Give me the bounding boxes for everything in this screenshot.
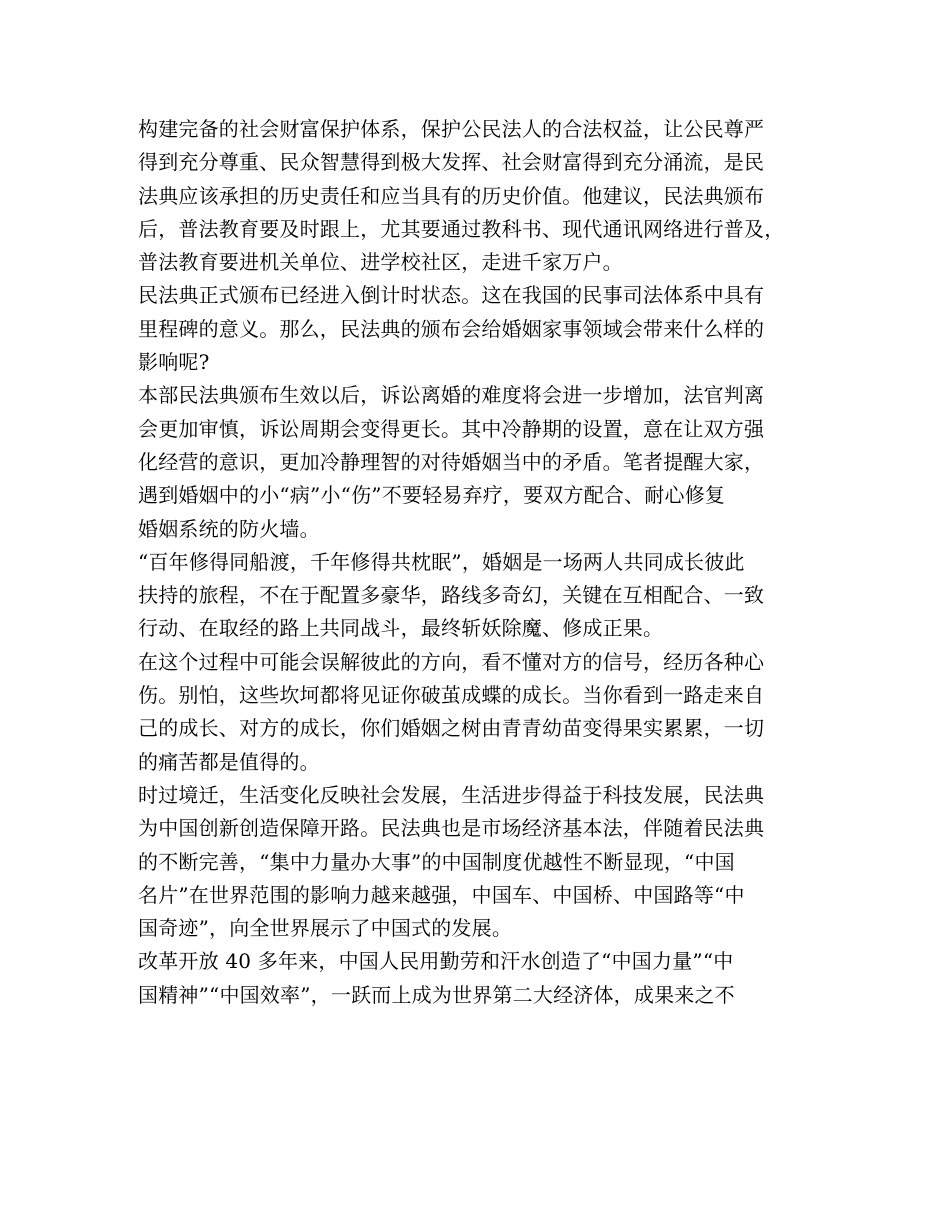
text-line: 普法教育要进机关单位、进学校社区，走进千家万户。 xyxy=(138,250,623,275)
text-line: 国奇迹”，向全世界展示了中国式的发展。 xyxy=(138,916,513,941)
text-line: 国精神”“中国效率”，一跃而上成为世界第二大经济体，成果来之不 xyxy=(138,982,735,1007)
text-line: 法典应该承担的历史责任和应当具有的历史价值。他建议，民法典颁布 xyxy=(138,183,765,208)
text-line: 构建完备的社会财富保护体系，保护公民法人的合法权益，让公民尊严 xyxy=(138,117,765,141)
text-line: 为中国创新创造保障开路。民法典也是市场经济基本法，伴随着民法典 xyxy=(138,816,765,841)
text-line: 时过境迁，生活变化反映社会发展，生活进步得益于科技发展，民法典 xyxy=(138,782,765,807)
text-line: 行动、在取经的路上共同战斗，最终斩妖除魔、修成正果。 xyxy=(138,616,664,641)
text-line: 本部民法典颁布生效以后，诉讼离婚的难度将会进一步增加，法官判离 xyxy=(138,383,765,408)
body-text xyxy=(138,113,838,1012)
text-line: 扶持的旅程，不在于配置多豪华，路线多奇幻，关键在互相配合、一致 xyxy=(138,583,765,608)
text-line: “百年修得同船渡，千年修得共枕眠”，婚姻是一场两人共同成长彼此 xyxy=(138,549,745,574)
text-line: 的痛苦都是值得的。 xyxy=(138,749,320,774)
text-line: 在这个过程中可能会误解彼此的方向，看不懂对方的信号，经历各种心 xyxy=(138,649,765,674)
text-line: 伤。别怕，这些坎坷都将见证你破茧成蝶的成长。当你看到一路走来自 xyxy=(138,683,765,708)
text-line: 化经营的意识，更加冷静理智的对待婚姻当中的矛盾。笔者提醒大家， xyxy=(138,449,765,474)
text-line: 里程碑的意义。那么，民法典的颁布会给婚姻家事领域会带来什么样的 xyxy=(138,316,765,341)
text-line: 婚姻系统的防火墙。 xyxy=(138,516,320,541)
text-line: 的不断完善，“集中力量办大事”的中国制度优越性不断显现，“中国 xyxy=(138,849,735,874)
text-line: 后，普法教育要及时跟上，尤其要通过教科书、现代通讯网络进行普及， xyxy=(138,216,785,241)
text-line: 遇到婚姻中的小“病”小“伤”不要轻易弃疗，要双方配合、耐心修复 xyxy=(138,483,726,508)
text-line: 会更加审慎，诉讼周期会变得更长。其中冷静期的设置，意在让双方强 xyxy=(138,416,765,441)
text-line: 影响呢? xyxy=(138,350,210,375)
text-line: 民法典正式颁布已经进入倒计时状态。这在我国的民事司法体系中具有 xyxy=(138,283,765,308)
text-line: 名片”在世界范围的影响力越来越强，中国车、中国桥、中国路等“中 xyxy=(138,882,745,907)
text-line: 得到充分尊重、民众智慧得到极大发挥、社会财富得到充分涌流，是民 xyxy=(138,150,765,175)
text-line: 己的成长、对方的成长，你们婚姻之树由青青幼苗变得果实累累，一切 xyxy=(138,716,765,741)
text-line: 改革开放 40 多年来，中国人民用勤劳和汗水创造了“中国力量”“中 xyxy=(138,949,734,974)
